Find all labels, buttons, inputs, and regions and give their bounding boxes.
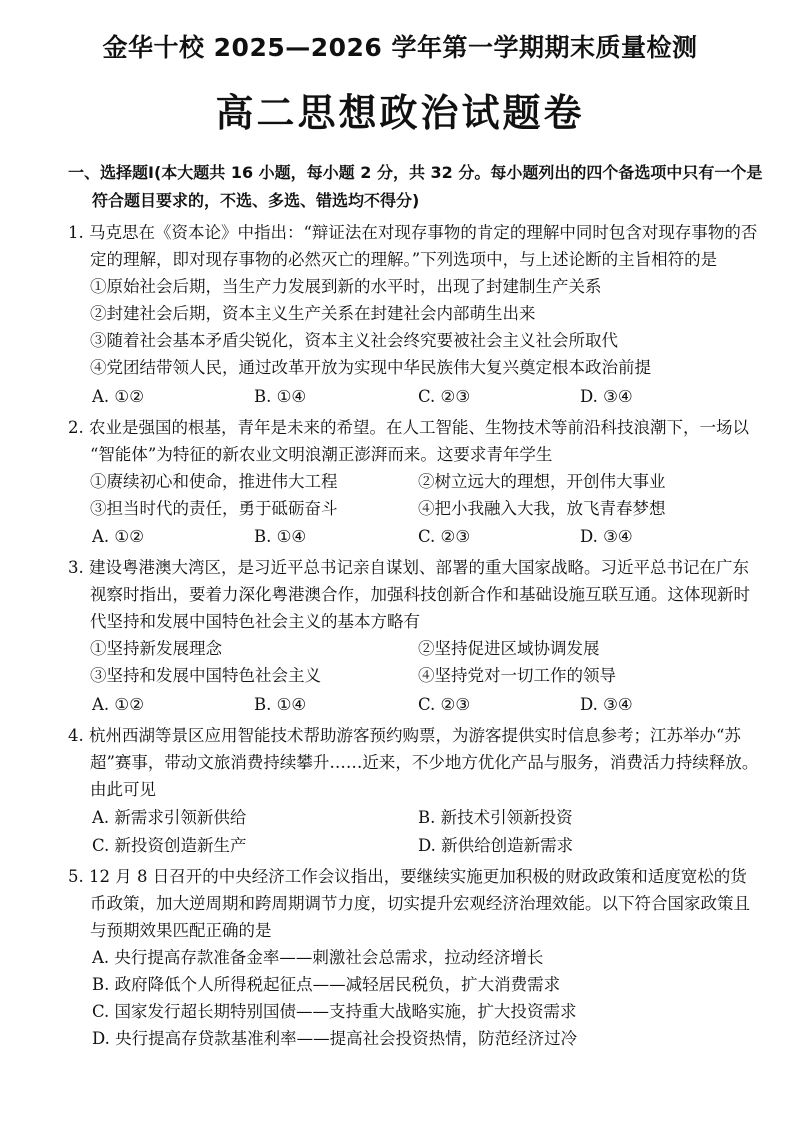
question-3-stem: 3. 建设粤港澳大湾区，是习近平总书记亲自谋划、部署的重大国家战略。习近平总书记在广东 [68, 558, 749, 577]
exam-title: 金华十校 2025—2026 学年第一学期期末质量检测 [102, 33, 698, 62]
question-3-stem-cont-2: 代坚持和发展中国特色社会主义的基本方略有 [90, 612, 420, 631]
question-2-option-c[interactable]: C. ②③ [418, 527, 471, 546]
section-heading-cont: 符合题目要求的，不选、多选、错选均不得分) [92, 191, 420, 210]
question-4-option-a[interactable]: A. 新需求引领新供给 [92, 808, 247, 827]
question-3-option-d[interactable]: D. ③④ [580, 695, 633, 714]
question-5-stem-cont-1: 币政策，加大逆周期和跨周期调节力度，切实提升宏观经济治理效能。以下符合国家政策且 [90, 894, 750, 913]
question-1-stem-cont: 定的理解，即对现存事物的必然灭亡的理解。”下列选项中，与上述论断的主旨相符的是 [90, 250, 718, 269]
question-1-statement-2: ②封建社会后期，资本主义生产关系在封建社会内部萌生出来 [90, 304, 536, 323]
question-1-statement-3: ③随着社会基本矛盾尖锐化，资本主义社会终究要被社会主义社会所取代 [90, 331, 618, 350]
question-5-option-b[interactable]: B. 政府降低个人所得税起征点——减轻居民税负，扩大消费需求 [92, 975, 561, 994]
question-2-statement-2: ②树立远大的理想，开创伟大事业 [418, 472, 666, 491]
question-2-option-d[interactable]: D. ③④ [580, 527, 633, 546]
question-1-option-a[interactable]: A. ①② [92, 387, 144, 406]
question-4-stem: 4. 杭州西湖等景区应用智能技术帮助游客预约购票，为游客提供实时信息参考；江苏举办“苏 [68, 726, 741, 745]
question-2-stem-cont: “智能体”为特征的新农业文明浪潮正澎湃而来。这要求青年学生 [90, 445, 553, 464]
question-3-option-c[interactable]: C. ②③ [418, 695, 471, 714]
question-1-option-c[interactable]: C. ②③ [418, 387, 471, 406]
question-3-statement-3: ③坚持和发展中国特色社会主义 [90, 666, 321, 685]
question-4-stem-cont-2: 由此可见 [90, 780, 156, 799]
question-1-stem: 1. 马克思在《资本论》中指出：“辩证法在对现存事物的肯定的理解中同时包含对现存事物的否 [68, 223, 758, 242]
question-2-option-b[interactable]: B. ①④ [254, 527, 307, 546]
question-5-option-a[interactable]: A. 央行提高存款准备金率——刺激社会总需求，拉动经济增长 [92, 948, 544, 967]
question-3-option-a[interactable]: A. ①② [92, 695, 144, 714]
question-5-option-c[interactable]: C. 国家发行超长期特别国债——支持重大战略实施，扩大投资需求 [92, 1002, 577, 1021]
question-5-stem-cont-2: 与预期效果匹配正确的是 [90, 921, 272, 940]
question-2-statement-3: ③担当时代的责任，勇于砥砺奋斗 [90, 499, 338, 518]
question-2-statement-1: ①赓续初心和使命，推进伟大工程 [90, 472, 338, 491]
exam-subtitle: 高二思想政治试题卷 [215, 91, 585, 135]
question-1-option-b[interactable]: B. ①④ [254, 387, 307, 406]
question-2-statement-4: ④把小我融入大我，放飞青春梦想 [418, 499, 666, 518]
question-5-stem: 5. 12 月 8 日召开的中央经济工作会议指出，要继续实施更加积极的财政政策和适度宽松的货 [68, 867, 747, 886]
question-3-option-b[interactable]: B. ①④ [254, 695, 307, 714]
section-heading: 一、选择题Ⅰ(本大题共 16 小题，每小题 2 分，共 32 分。每小题列出的四个备选项中只有一个是 [68, 163, 763, 182]
question-3-stem-cont-1: 视察时指出，要着力深化粤港澳合作，加强科技创新合作和基础设施互联互通。这体现新时 [90, 585, 750, 604]
question-2-option-a[interactable]: A. ①② [92, 527, 144, 546]
question-4-option-c[interactable]: C. 新投资创造新生产 [92, 836, 247, 855]
question-3-statement-1: ①坚持新发展理念 [90, 639, 222, 658]
question-1-statement-4: ④党团结带领人民，通过改革开放为实现中华民族伟大复兴奠定根本政治前提 [90, 358, 651, 377]
question-4-stem-cont-1: 超”赛事，带动文旅消费持续攀升……近来，不少地方优化产品与服务，消费活力持续释放。 [90, 753, 759, 772]
question-4-option-b[interactable]: B. 新技术引领新投资 [418, 808, 573, 827]
question-1-option-d[interactable]: D. ③④ [580, 387, 633, 406]
question-4-option-d[interactable]: D. 新供给创造新需求 [418, 836, 574, 855]
question-3-statement-4: ④坚持党对一切工作的领导 [418, 666, 616, 685]
question-2-stem: 2. 农业是强国的根基，青年是未来的希望。在人工智能、生物技术等前沿科技浪潮下，一场以 [68, 418, 749, 437]
question-3-statement-2: ②坚持促进区域协调发展 [418, 639, 600, 658]
question-5-option-d[interactable]: D. 央行提高存贷款基准利率——提高社会投资热情，防范经济过冷 [92, 1029, 578, 1048]
question-1-statement-1: ①原始社会后期，当生产力发展到新的水平时，出现了封建制生产关系 [90, 277, 602, 296]
